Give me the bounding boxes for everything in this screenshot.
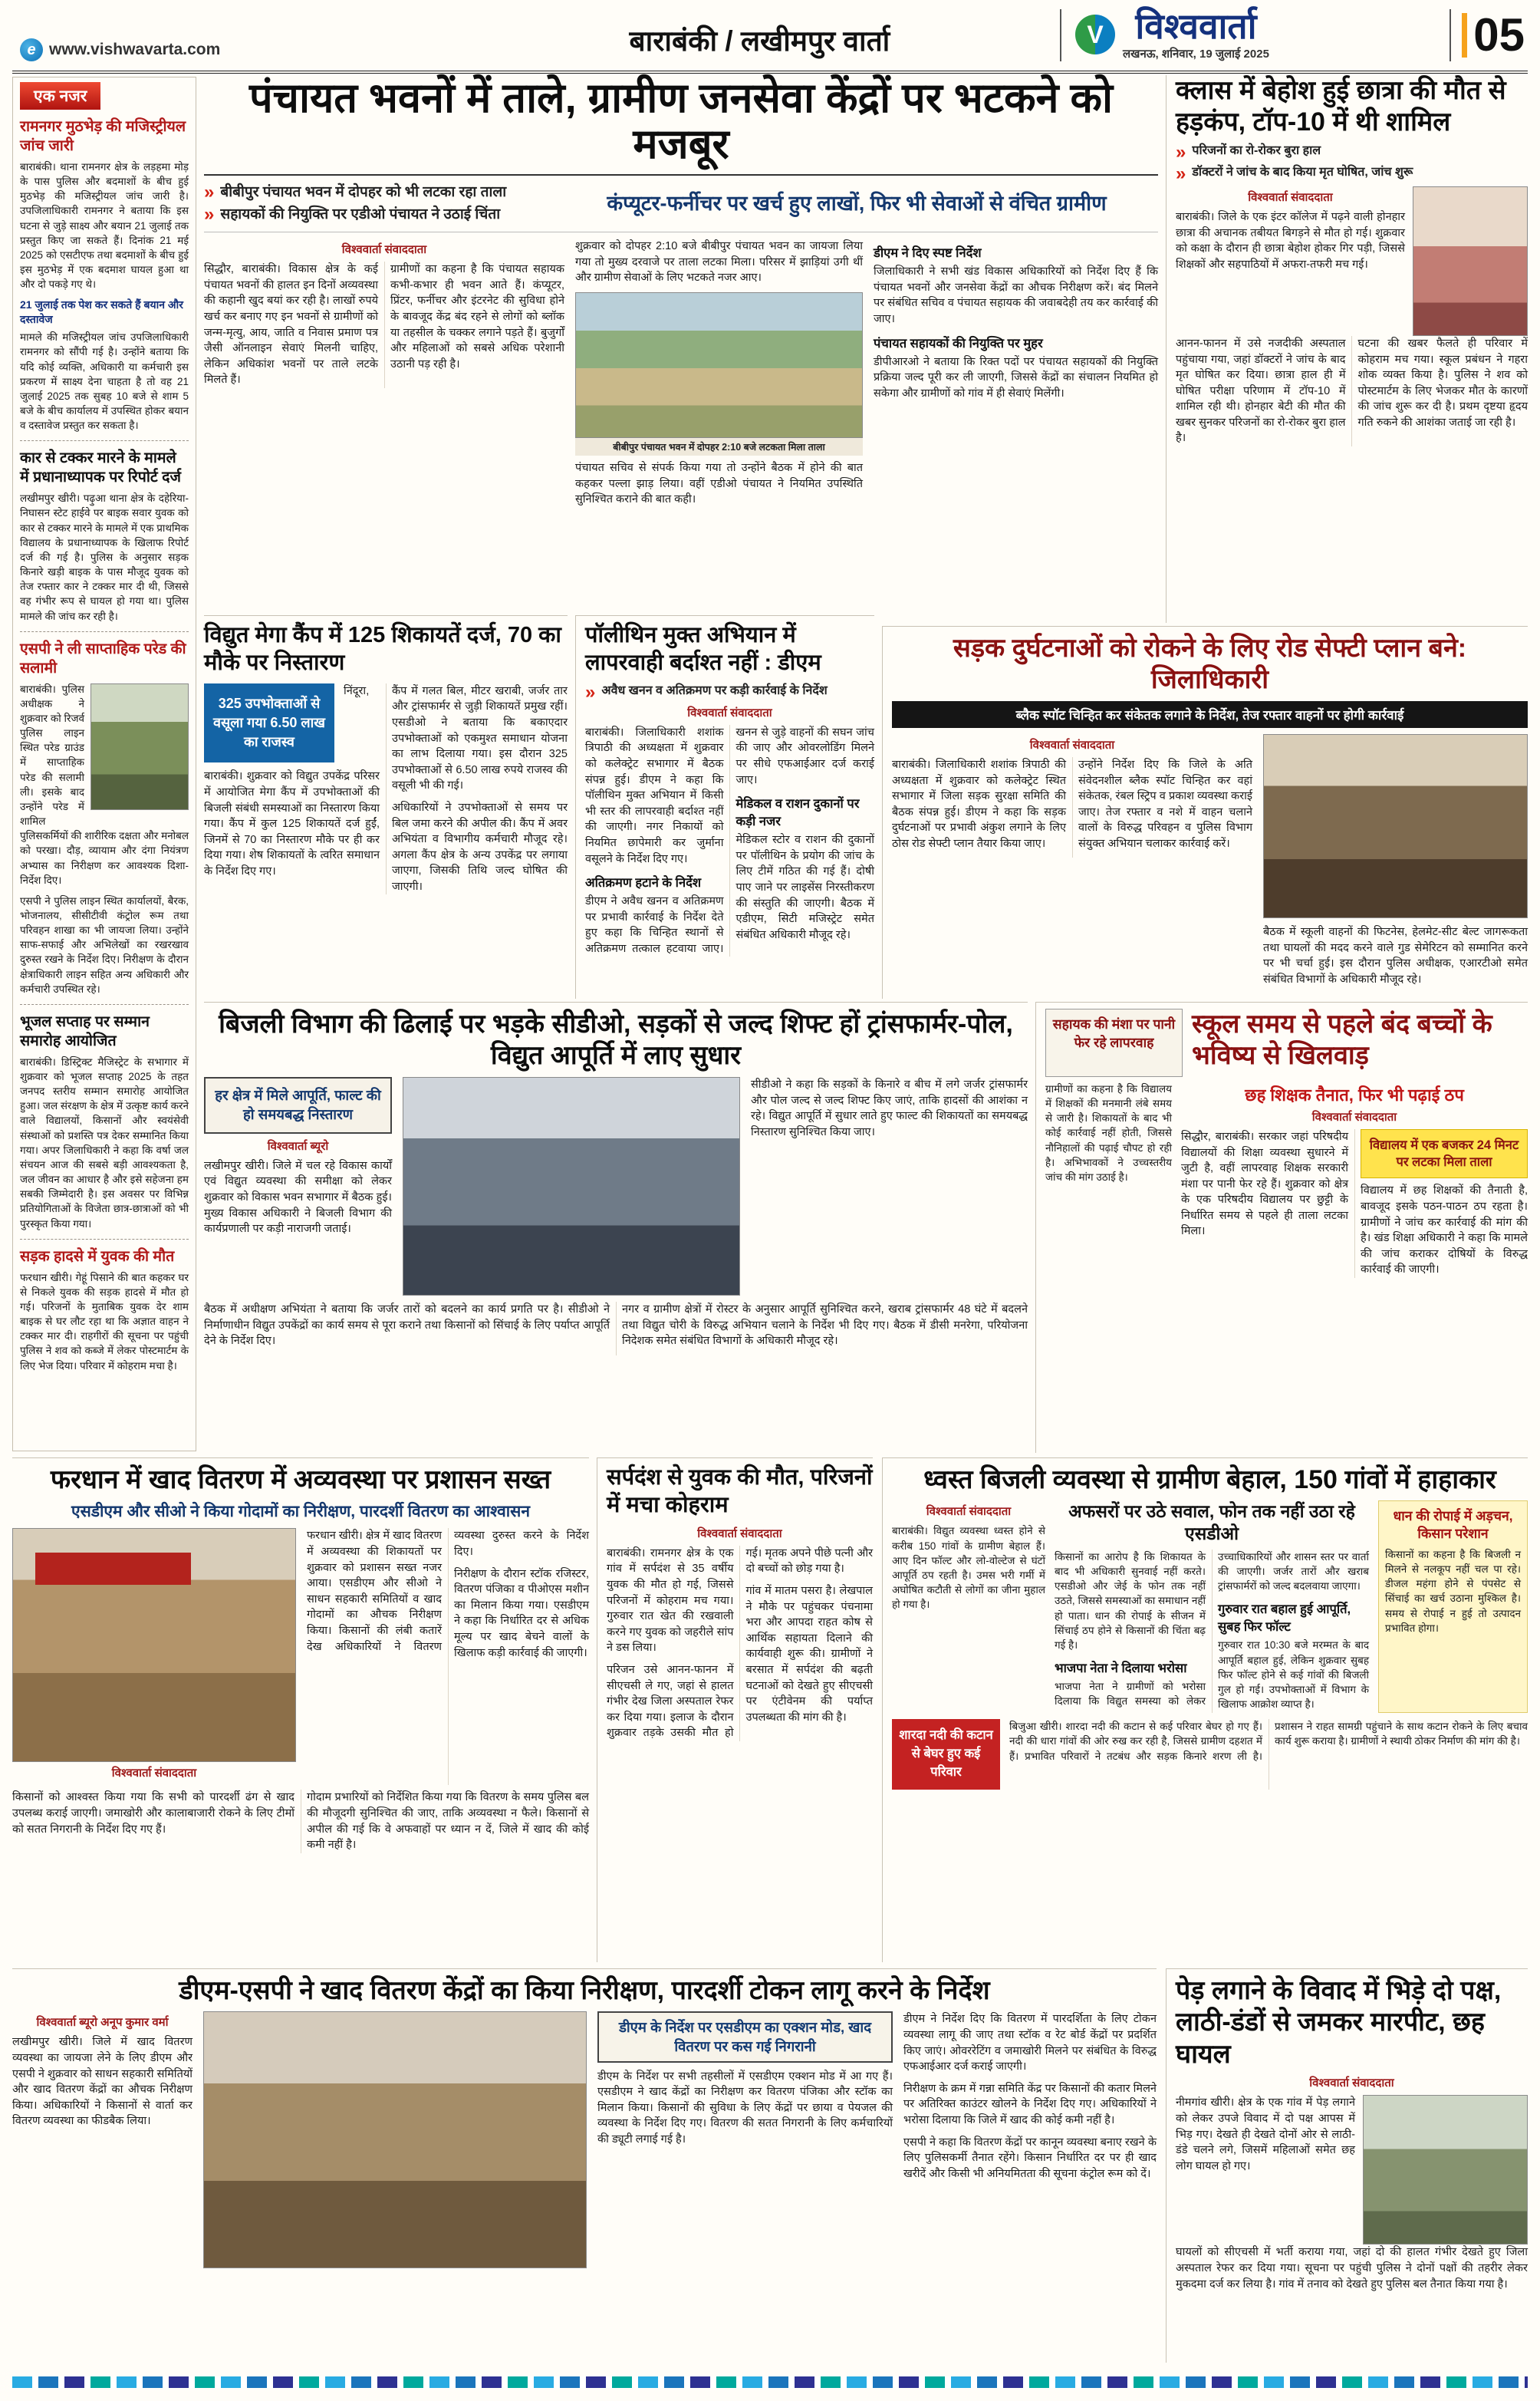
story-polythene-abhiyan (575, 615, 874, 999)
story-paragraph: कैंप में गलत बिल, मीटर खराबी, जर्जर तार और ट्रांसफार्मर से जुड़ी शिकायतें प्रमुख रहीं। एसडीओ ने बताया कि बकाएदार उपभोक्ताओं को एकमुश्त समाधान योजना का लाभ दिलाया गया। इस दौरान 325 उपभोक्ताओं से 6.50 लाख रुपये राजस्व की वसूली भी की गई। (392, 684, 568, 792)
story-paragraph: भाजपा नेता ने ग्रामीणों को भरोसा दिलाया कि विद्युत समस्या को लेकर उच्चाधिकारियों और शासन स्तर पर वार्ता की जाएगी। जर्जर तारों और खराब ट्रांसफार्मरों को जल्द बदलवाया जाएगा। (1055, 1550, 1369, 1708)
sharda-katan-label: शारदा नदी की कटान से बेघर हुए कई परिवार (892, 1719, 1000, 1790)
officers-subhead: अफसरों पर उठे सवाल, फोन तक नहीं उठा रहे एसडीओ (1068, 1501, 1355, 1544)
story-school-early-close (1035, 1002, 1528, 1453)
header-rule (12, 71, 1528, 74)
byline: विश्ववार्ता संवाददाता (926, 1505, 1012, 1519)
supply-kicker-box: हर क्षेत्र में मिले आपूर्ति, फाल्ट की हो समयबद्ध निस्तारण (204, 1077, 392, 1134)
paddy-sidebar-title: धान की रोपाई में अड़चन, किसान परेशान (1393, 1508, 1513, 1542)
story-fardhan-khad (12, 1457, 589, 1962)
story-text (892, 734, 1252, 993)
teachers-crosshead: छह शिक्षक तैनात, फिर भी पढ़ाई ठप (1245, 1085, 1464, 1105)
ek-najar-column (12, 77, 196, 1451)
story-headline: बिजली विभाग की ढिलाई पर भड़के सीडीओ, सड़कों से जल्द शिफ्ट हों ट्रांसफार्मर-पोल, विद्युत आपूर्ति में लाए सुधार (219, 1009, 1013, 1071)
page-number (1462, 9, 1525, 61)
story-paragraph: फरधान खीरी। क्षेत्र में खाद वितरण में अव्यवस्था की शिकायतों पर शुक्रवार को प्रशासन सख्त नजर आया। एसडीएम और सीओ ने साधन सहकारी समितियों व खाद गोदामों का औचक निरीक्षण किया। किसानों की लंबी कतारें देख अधिकारियों ने वितरण व्यवस्था दुरुस्त करने के निर्देश दिए। (307, 1530, 589, 1653)
story-right-col (903, 2011, 1157, 2268)
byline: विश्ववार्ता संवाददाता (341, 243, 427, 257)
lead-deck (204, 174, 1158, 232)
story-paragraph: उन्होंने निर्देश दिए कि जिले के अति संवेदनशील ब्लैक स्पॉट चिन्हित कर वहां संकेतक, रंबल स्ट्रिप व प्रकाश व्यवस्था कराई जाए। तेज रफ्तार व नशे में वाहन चलाने वालों के विरुद्ध परिवहन व पुलिस विभाग संयुक्त अभियान चलाकर कार्रवाई करें। (1078, 758, 1252, 850)
byline: विश्ववार्ता संवाददाता (1311, 1110, 1397, 1124)
revenue-highlight-box: 325 उपभोक्ताओं से वसूला गया 6.50 लाख का राजस्व (204, 683, 334, 763)
chevron-icon: » (1176, 163, 1186, 184)
story-text (1181, 1129, 1528, 1278)
story-paragraph: डीपीआरओ ने बताया कि रिक्त पदों पर पंचायत सहायकों की नियुक्ति प्रक्रिया जल्द पूरी कर ली जाएगी, जिससे केंद्रों का संचालन नियमित हो सकेगा और ग्रामीणों को गांव में ही सेवाएं मिलेंगी। (874, 355, 1158, 400)
story-headline: क्लास में बेहोश हुई छात्रा की मौत से हड़कंप, टॉप-10 में थी शामिल (1176, 76, 1506, 137)
story-columns (892, 1500, 1528, 1713)
story-paragraph: बाराबंकी। विद्युत व्यवस्था ध्वस्त होने से करीब 150 गांवों के ग्रामीण बेहाल हैं। आए दिन फॉल्ट और लो-वोल्टेज से घंटों आपूर्ति ठप रहती है। उमस भरी गर्मी में अघोषित कटौती से लोगों का जीना मुहाल हो गया है। (892, 1525, 1045, 1611)
brief-paragraph: मामले की मजिस्ट्रीयल जांच उपजिलाधिकारी रामनगर को सौंपी गई है। उन्होंने बताया कि यदि कोई व्यक्ति, अधिकारी या कर्मचारी इस प्रकरण में साक्ष्य देना चाहता है तो वह 21 जुलाई 2025 तक सुबह 10 बजे से शाम 5 बजे के बीच कार्यालय में उपस्थित होकर बयान व दस्तावेज प्रस्तुत कर सकता है। (20, 331, 189, 432)
photo-caption: बीबीपुर पंचायत भवन में दोपहर 2:10 बजे लटकता मिला ताला (575, 438, 863, 456)
story-text (307, 1528, 589, 1785)
section-title: बाराबंकी / लखीमपुर वार्ता (629, 25, 890, 57)
story-text-columns (892, 757, 1252, 858)
story-paragraph: किसानों का कहना है कि बिजली न मिलने से नलकूप नहीं चल पा रहे। डीजल महंगा होने से पंपसेट से सिंचाई का खर्च उठाना मुश्किल है। समय से रोपाई न हुई तो उत्पादन प्रभावित होगा। (1385, 1548, 1521, 1634)
story-headline: विद्युत मेगा कैंप में 125 शिकायतें दर्ज, 70 का मौके पर निस्तारण (204, 623, 561, 675)
dm-sp-inspection-photo (203, 2011, 587, 2268)
school-kicker-box: सहायक की मंशा पर पानी फेर रहे लापरवाह (1045, 1009, 1183, 1077)
bullet-text: बीबीपुर पंचायत भवन में दोपहर को भी लटका रहा ताला (220, 183, 507, 200)
story-text (1176, 186, 1405, 336)
brief-subhead: 21 जुलाई तक पेश कर सकते हैं बयान और दस्तावेज (20, 298, 183, 326)
story-columns (892, 734, 1528, 993)
story-headline: फरधान में खाद वितरण में अव्यवस्था पर प्रशासन सख्त (50, 1465, 551, 1494)
header-divider (1060, 9, 1061, 61)
website-link[interactable] (20, 38, 220, 61)
story-dm-sp-inspection (12, 1968, 1157, 2363)
masthead (1075, 8, 1269, 61)
crosshead: अतिक्रमण हटाने के निर्देश (585, 876, 702, 891)
separator (20, 440, 189, 441)
byline: विश्ववार्ता संवाददाता (111, 1767, 197, 1780)
bullet-item (204, 183, 541, 203)
story-paragraph: गोदाम प्रभारियों को निर्देशित किया गया कि वितरण के समय पुलिस बल की मौजूदगी सुनिश्चित की जाए, ताकि अव्यवस्था न फैले। किसानों से अपील की गई कि वे अफवाहों पर ध्यान न दें, जिले में खाद की कोई कमी नहीं है। (307, 1791, 589, 1852)
story-student-death (1166, 75, 1528, 623)
story-snakebite-death (597, 1457, 873, 1962)
story-paragraph: किसानों को आश्वस्त किया गया कि सभी को पारदर्शी ढंग से खाद उपलब्ध कराई जाएगी। जमाखोरी और कालाबाजारी रोकने के लिए टीमों को सतत निगरानी के निर्देश दिए गए हैं। (12, 1791, 295, 1836)
story-text (585, 725, 874, 957)
story-paragraph: निरीक्षण के क्रम में गन्ना समिति केंद्र पर किसानों की कतार मिलने पर अतिरिक्त काउंटर खोलने के निर्देश दिए गए। अधिकारियों ने भरोसा दिलाया कि जिले में खाद की कोई कमी नहीं है। (903, 2082, 1157, 2126)
chevron-icon: » (1176, 141, 1186, 163)
edition-dateline: लखनऊ, शनिवार, 19 जुलाई 2025 (1123, 48, 1269, 61)
page-number-value: 05 (1473, 9, 1525, 61)
story-paragraph: डीएम ने निर्देश दिए कि वितरण में पारदर्शिता के लिए टोकन व्यवस्था लागू की जाए तथा स्टॉक व रेट बोर्ड केंद्रों पर प्रदर्शित किए जाएं। ओवररेटिंग व जमाखोरी मिलने पर संबंधित के विरुद्ध एफआईआर दर्ज कराई जाएगी। (903, 2013, 1157, 2073)
story-headline: पेड़ लगाने के विवाद में भिड़े दो पक्ष, लाठी-डंडों से जमकर मारपीट, छह घायल (1176, 1976, 1502, 2069)
brief-paragraph: एसपी ने पुलिस लाइन स्थित कार्यालयों, बैरक, भोजनालय, सीसीटीवी कंट्रोल रूम तथा परिवहन शाखा का भी जायजा लिया। उन्होंने साफ-सफाई और अभिलेखों का रखरखाव दुरुस्त रखने के निर्देश दिए। निरीक्षण के दौरान क्षेत्राधिकारी लाइन सहित अन्य अधिकारी और कर्मचारी उपस्थित रहे। (20, 894, 189, 995)
story-paragraph: सिद्धौर, बाराबंकी। सरकार जहां परिषदीय विद्यालयों की शिक्षा व्यवस्था सुधारने में जुटी है, वहीं लापरवाह शिक्षक सरकारी मंशा पर पानी फेर रहे हैं। शुक्रवार को क्षेत्र के एक परिषदीय विद्यालय पर छुट्टी के निर्धारित समय से पहले ही ताला लटका मिला। (1181, 1130, 1348, 1238)
chevron-icon: » (204, 203, 215, 225)
cdo-review-meeting-photo (403, 1077, 740, 1296)
story-headline: सर्पदंश से युवक की मौत, परिजनों में मचा कोहराम (607, 1465, 873, 1517)
bullet-item (204, 203, 541, 225)
byline: विश्ववार्ता ब्यूरो अनूप कुमार वर्मा (36, 2016, 169, 2030)
story-paragraph: बिजुआ खीरी। शारदा नदी की कटान से कई परिवार बेघर हो गए हैं। नदी की धारा गांवों की ओर रुख कर रही है, जिससे ग्रामीण दहशत में हैं। प्रभावित परिवारों ने तटबंध और सड़क किनारे शरण ली है। प्रशासन ने राहत सामग्री पहुंचाने के साथ कटान रोकने के लिए बचाव कार्य शुरू कराया है। ग्रामीणों ने स्थायी ठोकर निर्माण की मांग की है। (1009, 1721, 1528, 1762)
story-paragraph: ग्रामीणों का कहना है कि पंचायत सहायक कभी-कभार ही भवन आते हैं। कंप्यूटर, प्रिंटर, फर्नीचर और इंटरनेट की सुविधा होने के बावजूद केंद्र बंद रहने से लोगों को ब्लॉक या तहसील के चक्कर लगाने पड़ते हैं। बुजुर्गों और महिलाओं को सबसे अधिक परेशानी उठानी पड़ रही है। (390, 263, 564, 371)
vishwavarta-logo-icon: V (1075, 15, 1115, 54)
page-number-accent (1462, 13, 1467, 58)
story-main-col (1181, 1082, 1528, 1278)
story-text (607, 1546, 873, 1741)
story-paragraph: गांव में मातम पसरा है। लेखपाल ने मौके पर पहुंचकर पंचनामा भरा और आपदा राहत कोष से आर्थिक सहायता दिलाने की कार्यवाही शुरू की। ग्रामीणों ने बरसात में सर्पदंश की बढ़ती घटनाओं को देखते हुए सीएचसी पर एंटीवेनम की पर्याप्त उपलब्धता की मांग की है। (745, 1585, 873, 1724)
chevron-icon: » (204, 181, 215, 203)
story-paragraph: बाराबंकी। जिलाधिकारी शशांक त्रिपाठी की अध्यक्षता में शुक्रवार को कलेक्ट्रेट स्थित सभागार में जिला सड़क सुरक्षा समिति की बैठक संपन्न हुई। डीएम ने कहा कि सड़क दुर्घटनाओं पर प्रभावी अंकुश लगाने के लिए ठोस रोड सेफ्टी प्लान तैयार किया जाए। (892, 758, 1066, 850)
story-paragraph: बाराबंकी। जिलाधिकारी शशांक त्रिपाठी की अध्यक्षता में शुक्रवार को कलेक्ट्रेट सभागार में बैठक संपन्न हुई। डीएम ने कहा कि पॉलीथिन मुक्त अभियान में किसी भी स्तर की लापरवाही बर्दाश्त नहीं की जाएगी। नगर निकायों को नियमित छापेमारी कर जुर्माना वसूलने के निर्देश दिए गए। (585, 726, 724, 865)
lead-col-left (204, 239, 564, 513)
crosshead: पंचायत सहायकों की नियुक्ति पर मुहर (874, 336, 1043, 351)
story-paragraph: घटना की खबर फैलते ही परिवार में कोहराम मच गया। स्कूल प्रबंधन ने गहरा शोक व्यक्त किया है। पुलिस ने शव को पोस्टमार्टम के लिए भेजकर मौत के कारणों की जांच शुरू कर दी है। प्रथम दृष्टया हृदय गति रुकने की आशंका जताई जा रही है। (1357, 337, 1528, 429)
story-photo-col (1263, 734, 1528, 993)
story-paragraph: बैठक में अधीक्षण अभियंता ने बताया कि जर्जर तारों को बदलने का कार्य प्रगति पर है। सीडीओ ने निर्माणाधीन विद्युत उपकेंद्रों का कार्य समय से पूरा कराने तथा किसानों को सिंचाई के लिए पर्याप्त आपूर्ति देने के निर्देश दिए। (204, 1303, 610, 1348)
lead-col-photo (575, 239, 863, 513)
story-headline: स्कूल समय से पहले बंद बच्चों के भविष्य से खिलवाड़ (1192, 1009, 1492, 1071)
brief-headline: भूजल सप्ताह पर सम्मान समारोह आयोजित (20, 1013, 150, 1049)
student-portrait-photo (1413, 186, 1528, 336)
masthead-text (1123, 8, 1269, 61)
lead-columns (204, 239, 1158, 513)
story-subhead: एसडीएम और सीओ ने किया गोदामों का निरीक्षण, पारदर्शी वितरण का आश्वासन (71, 1503, 531, 1521)
story-text (12, 1790, 589, 1853)
print-color-calibration-bar (12, 2376, 1528, 2388)
bullet-text: परिजनों का रो-रोकर बुरा हाल (1192, 143, 1321, 157)
story-left-col (204, 1077, 392, 1296)
story-text (1055, 1550, 1369, 1713)
crosshead: डीएम ने दिए स्पष्ट निर्देश (874, 246, 982, 261)
bullet-item (585, 683, 874, 702)
story-panchayat-bhavan (204, 75, 1158, 614)
story-paragraph: लखीमपुर खीरी। जिले में खाद वितरण व्यवस्था का जायजा लेने के लिए डीएम और एसपी ने शुक्रवार को साधन सहकारी समितियों और खाद वितरण केंद्रों का औचक निरीक्षण किया। अधिकारियों ने किसानों से वार्ता कर वितरण व्यवस्था का फीडबैक लिया। (12, 2036, 192, 2128)
sharda-katan-row (892, 1719, 1528, 1790)
story-paragraph: सीडीओ ने कहा कि सड़कों के किनारे व बीच में लगे जर्जर ट्रांसफार्मर और पोल जल्द से जल्द शिफ्ट किए जाएं, ताकि हादसों की आशंका न रहे। विद्युत आपूर्ति में सुधार लाते हुए फाल्ट की शिकायतों का समयबद्ध निस्तारण सुनिश्चित किया जाए। (751, 1078, 1028, 1138)
byline: विश्ववार्ता संवाददाता (1029, 738, 1115, 752)
crosshead: भाजपा नेता ने दिलाया भरोसा (1055, 1662, 1187, 1676)
brief-headline: एसपी ने ली साप्ताहिक परेड की सलामी (20, 640, 186, 677)
story-road-safety (882, 626, 1528, 999)
page-header (0, 0, 1540, 71)
globe-icon: e (20, 38, 43, 61)
lead-bullets (204, 180, 541, 227)
story-row (1176, 2095, 1528, 2245)
khad-godam-inspection-photo (12, 1528, 296, 1762)
story-paragraph: जिलाधिकारी ने सभी खंड विकास अधिकारियों को निर्देश दिए हैं कि पंचायत भवनों और जनसेवा केंद्रों का औचक निरीक्षण करें। बंद मिलने पर संबंधित सचिव व पंचायत सहायक की जवाबदेही तय कर कार्रवाई की जाए। (874, 265, 1158, 326)
chevron-icon: » (585, 681, 596, 703)
lead-headline: पंचायत भवनों में ताले, ग्रामीण जनसेवा केंद्रों पर भटकने को मजबूर (249, 75, 1113, 168)
ek-najar-label: एक नजर (20, 82, 100, 110)
story-paragraph: ग्रामीणों का कहना है कि विद्यालय में शिक्षकों की मनमानी लंबे समय से जारी है। शिकायतों के बाद भी कोई कार्रवाई नहीं होती, जिससे नौनिहालों की पढ़ाई चौपट हो रही है। अभिभावकों ने उच्चस्तरीय जांच की मांग उठाई है। (1045, 1082, 1172, 1183)
brief-headline: रामनगर मुठभेड़ की मजिस्ट्रीयल जांच जारी (20, 118, 186, 154)
lock-time-highlight: विद्यालय में एक बजकर 24 मिनट पर लटका मिला ताला (1361, 1129, 1528, 1179)
story-paragraph: आनन-फानन में उसे नजदीकी अस्पताल पहुंचाया गया, जहां डॉक्टरों ने जांच के बाद मृत घोषित कर दिया। छात्रा हाल ही में घोषित परीक्षा परिणाम में टॉप-10 में शामिल रही थी। होनहार बेटी की मौत की खबर सुनकर परिजनों का रो-रोकर बुरा हाल है। (1176, 337, 1346, 445)
story-vidyut-mega-camp (204, 615, 568, 999)
story-mid-col (1055, 1500, 1369, 1713)
story-paragraph: डीएम ने अवैध खनन व अतिक्रमण पर प्रभावी कार्रवाई के निर्देश देते हुए कहा कि चिन्हित स्थानों से अतिक्रमण तत्काल हटवाया जाए। खनन से जुड़े वाहनों की सघन जांच की जाए और ओवरलोडिंग मिलने पर सीधे एफआईआर दर्ज कराई जाए। (585, 726, 874, 955)
story-paragraph: अधिकारियों ने उपभोक्ताओं से समय पर बिल जमा करने की अपील की। कैंप में अवर अभियंता व विभागीय कर्मचारी मौजूद रहे। अगला कैंप क्षेत्र के अन्य उपकेंद्र पर लगाया जाएगा, जिसकी तिथि जल्द घोषित की जाएगी। (392, 801, 568, 893)
bullet-text: डॉक्टरों ने जांच के बाद किया मृत घोषित, जांच शुरू (1192, 165, 1413, 179)
story-row (1176, 186, 1528, 336)
story-headline: पॉलीथिन मुक्त अभियान में लापरवाही बर्दाश्त नहीं : डीएम (585, 623, 821, 675)
brief-headline: सड़क हादसे में युवक की मौत (20, 1247, 175, 1265)
sdm-action-box-title: डीएम के निर्देश पर एसडीएम का एक्शन मोड, खाद वितरण पर कस गई निगरानी (597, 2011, 893, 2062)
story-columns (204, 1077, 1028, 1296)
story-text (1176, 336, 1528, 446)
story-paragraph: निंदूरा, बाराबंकी। शुक्रवार को विद्युत उपकेंद्र परिसर में आयोजित मेगा कैंप में उपभोक्ताओं की बिजली संबंधी समस्याओं का निस्तारण किया गया। कैंप में कुल 125 शिकायतें दर्ज हुईं, जिनमें से 70 का निस्तारण मौके पर ही कर दिया गया। शेष शिकायतों के त्वरित समाधान के निर्देश दिए गए। (204, 684, 380, 878)
website-url: www.vishwavarta.com (49, 41, 221, 58)
story-left-col (892, 1500, 1045, 1713)
panchayat-bhavan-photo (575, 292, 863, 438)
story-paragraph: बैठक में स्कूली वाहनों की फिटनेस, हेलमेट-सीट बेल्ट जागरूकता तथा घायलों की मदद करने वाले गुड सेमेरिटन को सम्मानित करने पर भी चर्चा हुई। इस दौरान पुलिस अधीक्षक, एआरटीओ समेत संबंधित विभागों के अधिकारी मौजूद रहे। (1263, 925, 1528, 986)
story-paragraph: निरीक्षण के दौरान स्टॉक रजिस्टर, वितरण पंजिका व पीओएस मशीन का मिलान किया गया। एसडीएम ने कहा कि निर्धारित दर से अधिक मूल्य पर खाद बेचने वालों के खिलाफ कड़ी कार्रवाई की जाएगी। (454, 1567, 589, 1659)
sdm-action-box (597, 2011, 893, 2268)
byline: विश्ववार्ता संवाददाता (697, 1527, 782, 1540)
brief-paragraph: लखीमपुर खीरी। पढ़ुआ थाना क्षेत्र के दहेरिया-निघासन स्टेट हाईवे पर बाइक सवार युवक को कार से टक्कर मारने के मामले में एक प्राथमिक विद्यालय के प्रधानाध्यापक के खिलाफ रिपोर्ट दर्ज की गई है। पुलिस के अनुसार सड़क किनारे खड़ी बाइक के पास मौजूद युवक को तेज रफ्तार कार ने टक्कर मार दी थी, जिससे वह गंभीर रूप से घायल हो गया था। पुलिस मामले की जांच कर रही है। (20, 492, 189, 622)
crosshead: गुरुवार रात बहाल हुई आपूर्ति, सुबह फिर फॉल्ट (1218, 1602, 1351, 1635)
story-paragraph: सिद्धौर, बाराबंकी। विकास क्षेत्र के कई पंचायत भवनों की हालत इन दिनों अव्यवस्था की कहानी खुद बयां कर रही है। लाखों रुपये खर्च कर बनाए गए इन भवनों से ग्रामीणों को जन्म-मृत्यु, आय, जाति व निवास प्रमाण पत्र जैसी ऑनलाइन सेवाएं मिलनी चाहिए, लेकिन अधिकांश भवनों पर ताले लटके मिलते हैं। (204, 263, 378, 387)
byline: विश्ववार्ता ब्यूरो (267, 1139, 329, 1153)
story-paragraph: विद्यालय में छह शिक्षकों की तैनाती है, बावजूद इसके पठन-पाठन ठप रहता है। ग्रामीणों ने जांच कर कार्रवाई की मांग की है। खंड शिक्षा अधिकारी ने कहा कि मामले की जांच कराकर दोषियों के विरुद्ध कार्रवाई की जाएगी। (1361, 1184, 1528, 1276)
dm-meeting-photo (1263, 734, 1528, 918)
paddy-sidebar (1378, 1500, 1528, 1713)
story-paragraph: किसानों का आरोप है कि शिकायत के बाद भी अधिकारी सुनवाई नहीं करते। एसडीओ और जेई के फोन तक नहीं उठते, जिससे समस्याओं का समाधान नहीं हो पाता। धान की रोपाई के सीजन में सिंचाई ठप होने से किसानों की चिंता बढ़ गई है। (1055, 1550, 1206, 1651)
masthead-title: विश्ववार्ता (1135, 6, 1257, 46)
story-paragraph: परिजन उसे आनन-फानन में सीएचसी ले गए, जहां से हालत गंभीर देख जिला अस्पताल रेफर कर दिया गया। इलाज के दौरान शुक्रवार तड़के उसकी मौत हो गई। मृतक अपने पीछे पत्नी और दो बच्चों को छोड़ गया है। (607, 1546, 873, 1740)
story-columns (1045, 1082, 1528, 1278)
byline: विश्ववार्ता संवाददाता (1248, 190, 1333, 204)
separator (20, 1239, 189, 1240)
story-paragraph: लखीमपुर खीरी। जिले में चल रहे विकास कार्यों एवं विद्युत व्यवस्था की समीक्षा को लेकर शुक्रवार को विकास भवन सभागार में बैठक हुई। मुख्य विकास अधिकारी ने बिजली विभाग की कार्यप्रणाली पर कड़ी नाराजगी जताई। (204, 1159, 392, 1236)
story-columns (12, 1528, 589, 1785)
story-paragraph: डीएम के निर्देश पर सभी तहसीलों में एसडीएम एक्शन मोड में आ गए हैं। एसडीएम ने खाद केंद्रों का निरीक्षण कर वितरण पंजिका और स्टॉक का मिलान किया। किसानों की सुविधा के लिए केंद्रों पर छाया व पेयजल की व्यवस्था के निर्देश दिए गए। वितरण की सतत निगरानी के लिए कर्मचारियों की ड्यूटी लगाई गई है। (597, 2070, 893, 2146)
byline: विश्ववार्ता संवाददाता (687, 706, 772, 720)
separator (20, 1004, 189, 1005)
bullet-item (1176, 165, 1528, 183)
bullet-item (1176, 143, 1528, 162)
story-strapline: ब्लैक स्पॉट चिन्हित कर संकेतक लगाने के निर्देश, तेज रफ्तार वाहनों पर होगी कार्रवाई (892, 701, 1528, 728)
header-divider-2 (1450, 9, 1451, 61)
story-columns (12, 2011, 1157, 2268)
brief-paragraph: फरधान खीरी। गेहूं पिसाने की बात कहकर घर से निकले युवक की सड़क हादसे में मौत हो गई। परिजनों के मुताबिक युवक देर शाम बाइक से घर लौट रहा था कि अज्ञात वाहन ने टक्कर मार दी। राहगीरों की सूचना पर पहुंची पुलिस ने शव को कब्जे में लेकर पोस्टमार्टम के लिए भेज दिया। परिवार में कोहराम मचा है। (20, 1271, 189, 1372)
story-text (204, 1302, 1028, 1355)
story-photo-col (12, 1528, 296, 1785)
story-paragraph: नगर व ग्रामीण क्षेत्रों में रोस्टर के अनुसार आपूर्ति सुनिश्चित करने, खराब ट्रांसफार्मर 48 घंटे में बदलने तथा विद्युत चोरी के विरुद्ध अभियान चलाने के निर्देश भी दिए गए। बैठक में डीसी मनरेगा, परियोजना निदेशक समेत संबंधित विभागों के अधिकारी मौजूद रहे। (622, 1303, 1028, 1348)
bullet-text: अवैध खनन व अतिक्रमण पर कड़ी कार्रवाई के निर्देश (601, 683, 828, 697)
story-bijli-cdo (204, 1002, 1028, 1453)
story-head-row (1045, 1009, 1528, 1077)
injured-villagers-photo (1363, 2095, 1528, 2245)
story-paragraph: शुक्रवार को दोपहर 2:10 बजे बीबीपुर पंचायत भवन का जायजा लिया गया तो मुख्य दरवाजे पर ताला लटका मिला। परिसर में झाड़ियां उगी थीं और ग्रामीण सेवाओं के लिए भटकते नजर आए। (575, 240, 863, 285)
story-left-col (12, 2011, 192, 2268)
brief-paragraph: बाराबंकी। डिस्ट्रिक्ट मैजिस्ट्रेट के सभागार में शुक्रवार को भूजल सप्ताह 2025 के तहत जनपद स्तरीय सम्मान समारोह आयोजित हुआ। जल संरक्षण के क्षेत्र में उत्कृष्ट कार्य करने वाले विद्यालयों, किसानों और स्वयंसेवी संस्थाओं को प्रशस्ति पत्र देकर सम्मानित किया गया। अपर जिलाधिकारी ने कहा कि वर्षा जल संचयन आज की सबसे बड़ी आवश्यकता है, जल जीवन का आधार है और इसे सहेजना हम सबकी जिम्मेदारी है। इस अवसर पर विभिन्न प्रतियोगिताओं के विजेता छात्र-छात्राओं को भी पुरस्कृत किया गया। (20, 1056, 189, 1230)
story-headline: सड़क दुर्घटनाओं को रोकने के लिए रोड सेफ्टी प्लान बने: जिलाधिकारी (953, 634, 1467, 695)
story-paragraph: नीमगांव खीरी। क्षेत्र के एक गांव में पेड़ लगाने को लेकर उपजे विवाद में दो पक्ष आपस में भिड़ गए। देखते ही देखते दोनों ओर से लाठी-डंडे चलने लगे, जिसमें महिलाओं समेत छह लोग घायल हो गए। (1176, 2096, 1355, 2172)
story-paragraph: बाराबंकी। रामनगर क्षेत्र के एक गांव में सर्पदंश से 35 वर्षीय युवक की मौत हो गई, जिससे परिजनों में कोहराम मच गया। गुरुवार रात खेत की रखवाली करने गए युवक को जहरीले सांप ने डस लिया। (607, 1546, 734, 1655)
bullet-text: सहायकों की नियुक्ति पर एडीओ पंचायत ने उठाई चिंता (220, 206, 501, 222)
story-headline: ध्वस्त बिजली व्यवस्था से ग्रामीण बेहाल, 150 गांवों में हाहाकार (923, 1465, 1496, 1494)
story-paragraph: पंचायत सचिव से संपर्क किया गया तो उन्होंने बैठक में होने की बात कहकर पल्ला झाड़ लिया। वहीं एडीओ पंचायत ने नियमित उपस्थिति सुनिश्चित कराने की बात कही। (575, 462, 863, 506)
story-paragraph: मेडिकल स्टोर व राशन की दुकानों पर पॉलीथिन के प्रयोग की जांच के लिए टीमें गठित की गई हैं। दोषी पाए जाने पर लाइसेंस निरस्तीकरण की संस्तुति की जाएगी। बैठक में एडीएम, सिटी मजिस्ट्रेट समेत संबंधित अधिकारी मौजूद रहे। (735, 834, 874, 941)
police-parade-photo (90, 683, 189, 810)
story-text (204, 683, 568, 895)
story-paragraph: बाराबंकी। जिले के एक इंटर कॉलेज में पढ़ने वाली होनहार छात्रा की अचानक तबीयत बिगड़ने से मौत हो गई। शुक्रवार को कक्षा के दौरान ही छात्रा बेहोश होकर गिर पड़ी, जिससे शिक्षकों और सहपाठियों में अफरा-तफरी मच गई। (1176, 210, 1405, 271)
story-paragraph: एसपी ने कहा कि वितरण केंद्रों पर कानून व्यवस्था बनाए रखने के लिए पुलिसकर्मी तैनात रहेंगे। किसान निर्धारित दर पर ही खाद खरीदें और किसी भी अनियमितता की सूचना कंट्रोल रूम को दें। (903, 2136, 1157, 2180)
brief-headline: कार से टक्कर मारने के मामले में प्रधानाध्यापक पर रिपोर्ट दर्ज (20, 450, 181, 486)
crosshead: मेडिकल व राशन दुकानों पर कड़ी नजर (735, 797, 860, 829)
story-paragraph: गुरुवार रात 10:30 बजे मरम्मत के बाद आपूर्ति बहाल हुई, लेकिन शुक्रवार सुबह फिर फॉल्ट होने से कई गांवों की बिजली गुल हो गई। उपभोक्ताओं में विभाग के खिलाफ आक्रोश व्याप्त है। (1218, 1639, 1369, 1711)
story-text (1009, 1719, 1528, 1790)
lead-text (204, 262, 564, 388)
lead-col-right (874, 239, 1158, 513)
story-power-crisis (882, 1457, 1528, 1962)
brief-with-photo (20, 682, 189, 996)
lead-subhead: कंप्यूटर-फर्नीचर पर खर्च हुए लाखों, फिर भी सेवाओं से वंचित ग्रामीण (607, 191, 1107, 215)
separator (20, 631, 189, 632)
story-paragraph: घायलों को सीएचसी में भर्ती कराया गया, जहां दो की हालत गंभीर देखते हुए जिला अस्पताल रेफर कर दिया गया। सूचना पर पहुंची पुलिस ने दोनों पक्षों की तहरीर लेकर मुकदमा दर्ज कर लिया है। गांव में तनाव को देखते हुए पुलिस बल तैनात किया गया है। (1176, 2246, 1528, 2291)
byline: विश्ववार्ता संवाददाता (1309, 2077, 1394, 2090)
brief-paragraph: बाराबंकी। थाना रामनगर क्षेत्र के लड़हमा मोड़ के पास पुलिस और बदमाशों के बीच हुई मुठभेड़ की मजिस्ट्रीयल जांच जारी है। उपजिलाधिकारी रामनगर ने बताया कि इस घटना से जुड़े साक्ष्य और बयान 21 जुलाई तक प्रस्तुत किए जा सकते हैं। दिनांक 21 मई 2025 को एसटीएफ तथा बदमाशों के बीच हुई इस मुठभेड़ में एक बदमाश घायल हुआ था और दो पकड़े गए थे। (20, 160, 189, 291)
story-headline: डीएम-एसपी ने खाद वितरण केंद्रों का किया निरीक्षण, पारदर्शी टोकन लागू करने के निर्देश (179, 1976, 990, 2005)
brief-paragraph: बाराबंकी। पुलिस अधीक्षक ने शुक्रवार को रिजर्व पुलिस लाइन स्थित परेड ग्राउंड में साप्ताहिक परेड की सलामी ली। इसके बाद उन्होंने परेड में शामिल पुलिसकर्मियों की शारीरिक दक्षता और मनोबल को परखा। दौड़, व्यायाम और दंगा नियंत्रण अभ्यास का निरीक्षण कर आवश्यक दिशा-निर्देश दिए। (20, 683, 189, 886)
story-tree-dispute-fight (1166, 1968, 1528, 2363)
